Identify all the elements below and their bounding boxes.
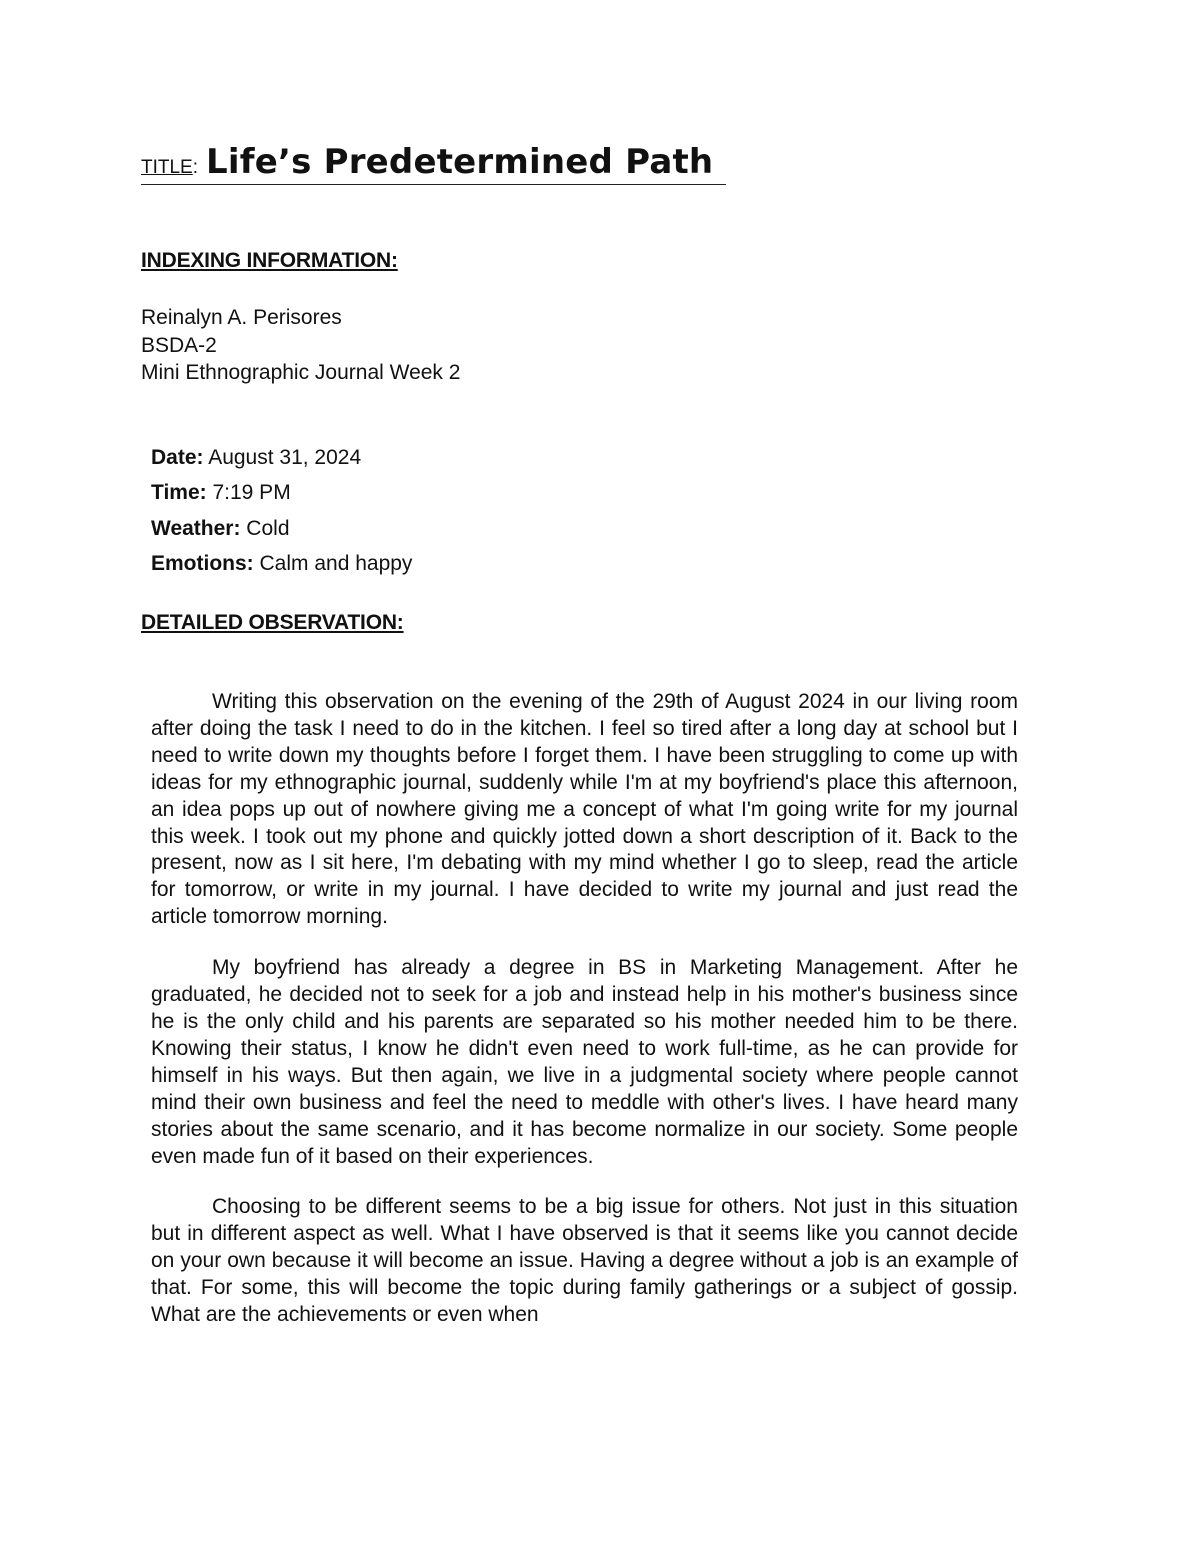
title-colon: : (192, 157, 199, 178)
time-label: Time: (151, 481, 207, 505)
indexing-heading: INDEXING INFORMATION: (141, 249, 398, 272)
weather-row (151, 511, 412, 546)
observation-paragraph: My boyfriend has already a degree in BS in Marketing Management. After he graduated, he decided not to seek for a job and instead help in his mother's business since he is the only child and his parents are separated so his mother needed him to be there. Knowing their status, I know he didn't even need to work full-time, as he can provide for himself in his ways. But then again, we live in a judgmental society where people cannot mind their own business and feel the need to meddle with other's lives. I have heard many stories about the same scenario, and it has become normalize in our society. Some people even made fun of it based on their experiences. (151, 956, 1018, 1168)
observation-body (151, 689, 1018, 1353)
date-value: August 31, 2024 (203, 446, 362, 469)
journal-name: Mini Ethnographic Journal Week 2 (141, 361, 461, 384)
observation-paragraph: Writing this observation on the evening of the 29th of August 2024 in our living room after doing the task I need to do in the kitchen. I feel so tired after a long day at school but I need to write down my thoughts before I forget them. I have been struggling to come up with ideas for my ethnographic journal, suddenly while I'm at my boyfriend's place this afternoon, an idea pops up out of nowhere giving me a concept of what I'm going write for my journal this week. I took out my phone and quickly jotted down a short description of it. Back to the present, now as I sit here, I'm debating with my mind whether I go to sleep, read the article for tomorrow, or write in my journal. I have decided to write my journal and just read the article tomorrow morning. (151, 690, 1018, 929)
weather-value: Cold (240, 516, 290, 540)
document-title: Life’s Predetermined Path (206, 142, 714, 182)
date-row (151, 440, 412, 475)
time-row (151, 475, 412, 510)
weather-label: Weather: (151, 516, 241, 540)
title-block (141, 142, 726, 185)
title-label: TITLE (141, 157, 193, 178)
entry-meta (151, 440, 412, 581)
time-value: 7:19 PM (206, 481, 291, 505)
emotions-row (151, 546, 412, 581)
observation-paragraph: Choosing to be different seems to be a big issue for others. Not just in this situation but in different aspect as well. What I have observed is that it seems like you cannot decide on your own because it will become an issue. Having a degree without a job is an example of that. For some, this will become the topic during family gatherings or a subject of gossip. What are the achievements or even when (151, 1195, 1018, 1327)
indexing-info (141, 304, 460, 387)
emotions-label: Emotions: (151, 551, 254, 575)
author-name: Reinalyn A. Perisores (141, 306, 342, 329)
program-code: BSDA-2 (141, 333, 217, 357)
date-label: Date: (151, 446, 204, 469)
observation-heading: DETAILED OBSERVATION: (141, 611, 404, 634)
emotions-value: Calm and happy (253, 551, 413, 575)
